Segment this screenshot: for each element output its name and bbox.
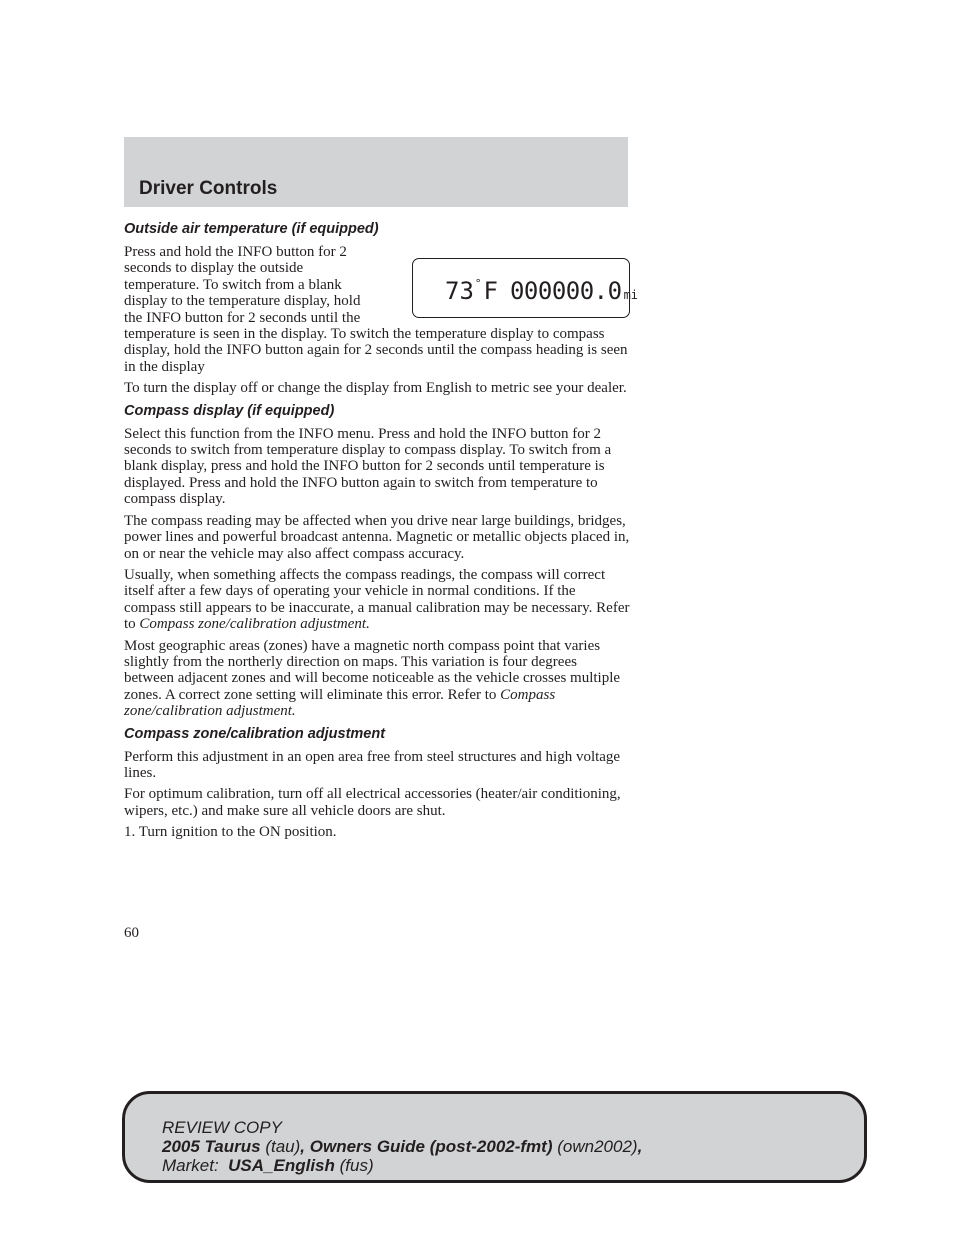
compass-calibration-reference: Compass zone/calibration adjustment xyxy=(139,616,367,633)
paragraph-calibration-2: For optimum calibration, turn off all electrical accessories (heater/air conditioning, wipers, etc.) and make sure all vehicle doors are shut. xyxy=(124,786,621,819)
footer-market-label: Market: xyxy=(162,1156,219,1175)
page-title: Driver Controls xyxy=(139,178,278,199)
lcd-odometer: 000000.0 xyxy=(509,277,622,305)
paragraph-compass-3-end: . xyxy=(366,616,370,633)
paragraph-compass-4-end: . xyxy=(291,703,296,720)
display-top-mark xyxy=(525,258,569,259)
footer-guide: , Owners Guide (post-2002-fmt) xyxy=(300,1137,553,1156)
paragraph-compass-4-text: Most geographic areas (zones) have a magnetic north compass point that varies slightly from the northerly direction on maps. This variation is four degrees between adjacent zones and will become noticeable as the vehicle crosses multiple zones. A correct zone setting will eliminate this error. Refer to xyxy=(124,637,621,703)
paragraph-calibration-1: Perform this adjustment in an open area free from steel structures and high voltage lines. xyxy=(124,748,621,781)
footer-text xyxy=(162,1118,642,1175)
paragraph-outside-air-2: To turn the display off or change the display from English to metric see your dealer. xyxy=(124,380,627,397)
calibration-step-1: 1. Turn ignition to the ON position. xyxy=(124,824,337,841)
paragraph-compass-1: Select this function from the INFO menu. Press and hold the INFO button for 2 seconds to switch from temperature display to compass display. To switch from a blank display, press and hold the INFO button for 2 seconds until temperature is displayed. Press and hold the INFO button again to switch from temperature to compass display. xyxy=(124,425,612,508)
heading-compass-display: Compass display (if equipped) xyxy=(124,402,335,419)
page-number: 60 xyxy=(124,925,139,941)
paragraph-compass-3 xyxy=(124,567,630,633)
paragraph-compass-3-text: Usually, when something affects the compass readings, the compass will correct itself after a few days of operating your vehicle in normal conditions. If the compass still appears to be inaccurate, a manual calibration may be necessary. Refer to xyxy=(124,566,630,633)
footer-model-code: (tau) xyxy=(265,1137,301,1156)
footer-review-label: REVIEW COPY xyxy=(162,1118,282,1137)
heading-calibration: Compass zone/calibration adjustment xyxy=(124,725,386,742)
footer-comma: , xyxy=(637,1137,643,1156)
paragraph-compass-4 xyxy=(124,638,630,720)
page-content xyxy=(124,220,639,846)
footer-market: USA_English xyxy=(228,1156,335,1175)
paragraph-outside-air-1: Press and hold the INFO button for 2 seconds to display the outside temperature. To switch from a blank display to the temperature display, hold the INFO button for 2 seconds until the temperature is seen in the display. To switch the temperature display to compass display, hold the INFO button again for 2 seconds until the compass heading is seen in the display xyxy=(124,244,628,375)
lcd-odometer-unit: mi xyxy=(623,288,639,302)
lcd-readout xyxy=(445,277,639,305)
footer-guide-code: (own2002) xyxy=(557,1137,638,1156)
heading-outside-air: Outside air temperature (if equipped) xyxy=(124,221,379,237)
compass-calibration-reference-2: Compass zone/calibration adjustment xyxy=(124,686,556,720)
lcd-temperature: 73 xyxy=(445,277,474,305)
lcd-degree-symbol: ° xyxy=(474,277,482,290)
temperature-display-illustration xyxy=(412,258,639,318)
paragraph-compass-2: The compass reading may be affected when you drive near large buildings, bridges, power lines and powerful broadcast antenna. Magnetic or metallic objects placed in, on or near the vehicle may also affect compass accuracy. xyxy=(124,512,630,562)
lcd-temp-unit: F xyxy=(483,277,498,305)
footer-market-code: (fus) xyxy=(339,1156,374,1175)
footer-model: 2005 Taurus xyxy=(162,1137,261,1156)
